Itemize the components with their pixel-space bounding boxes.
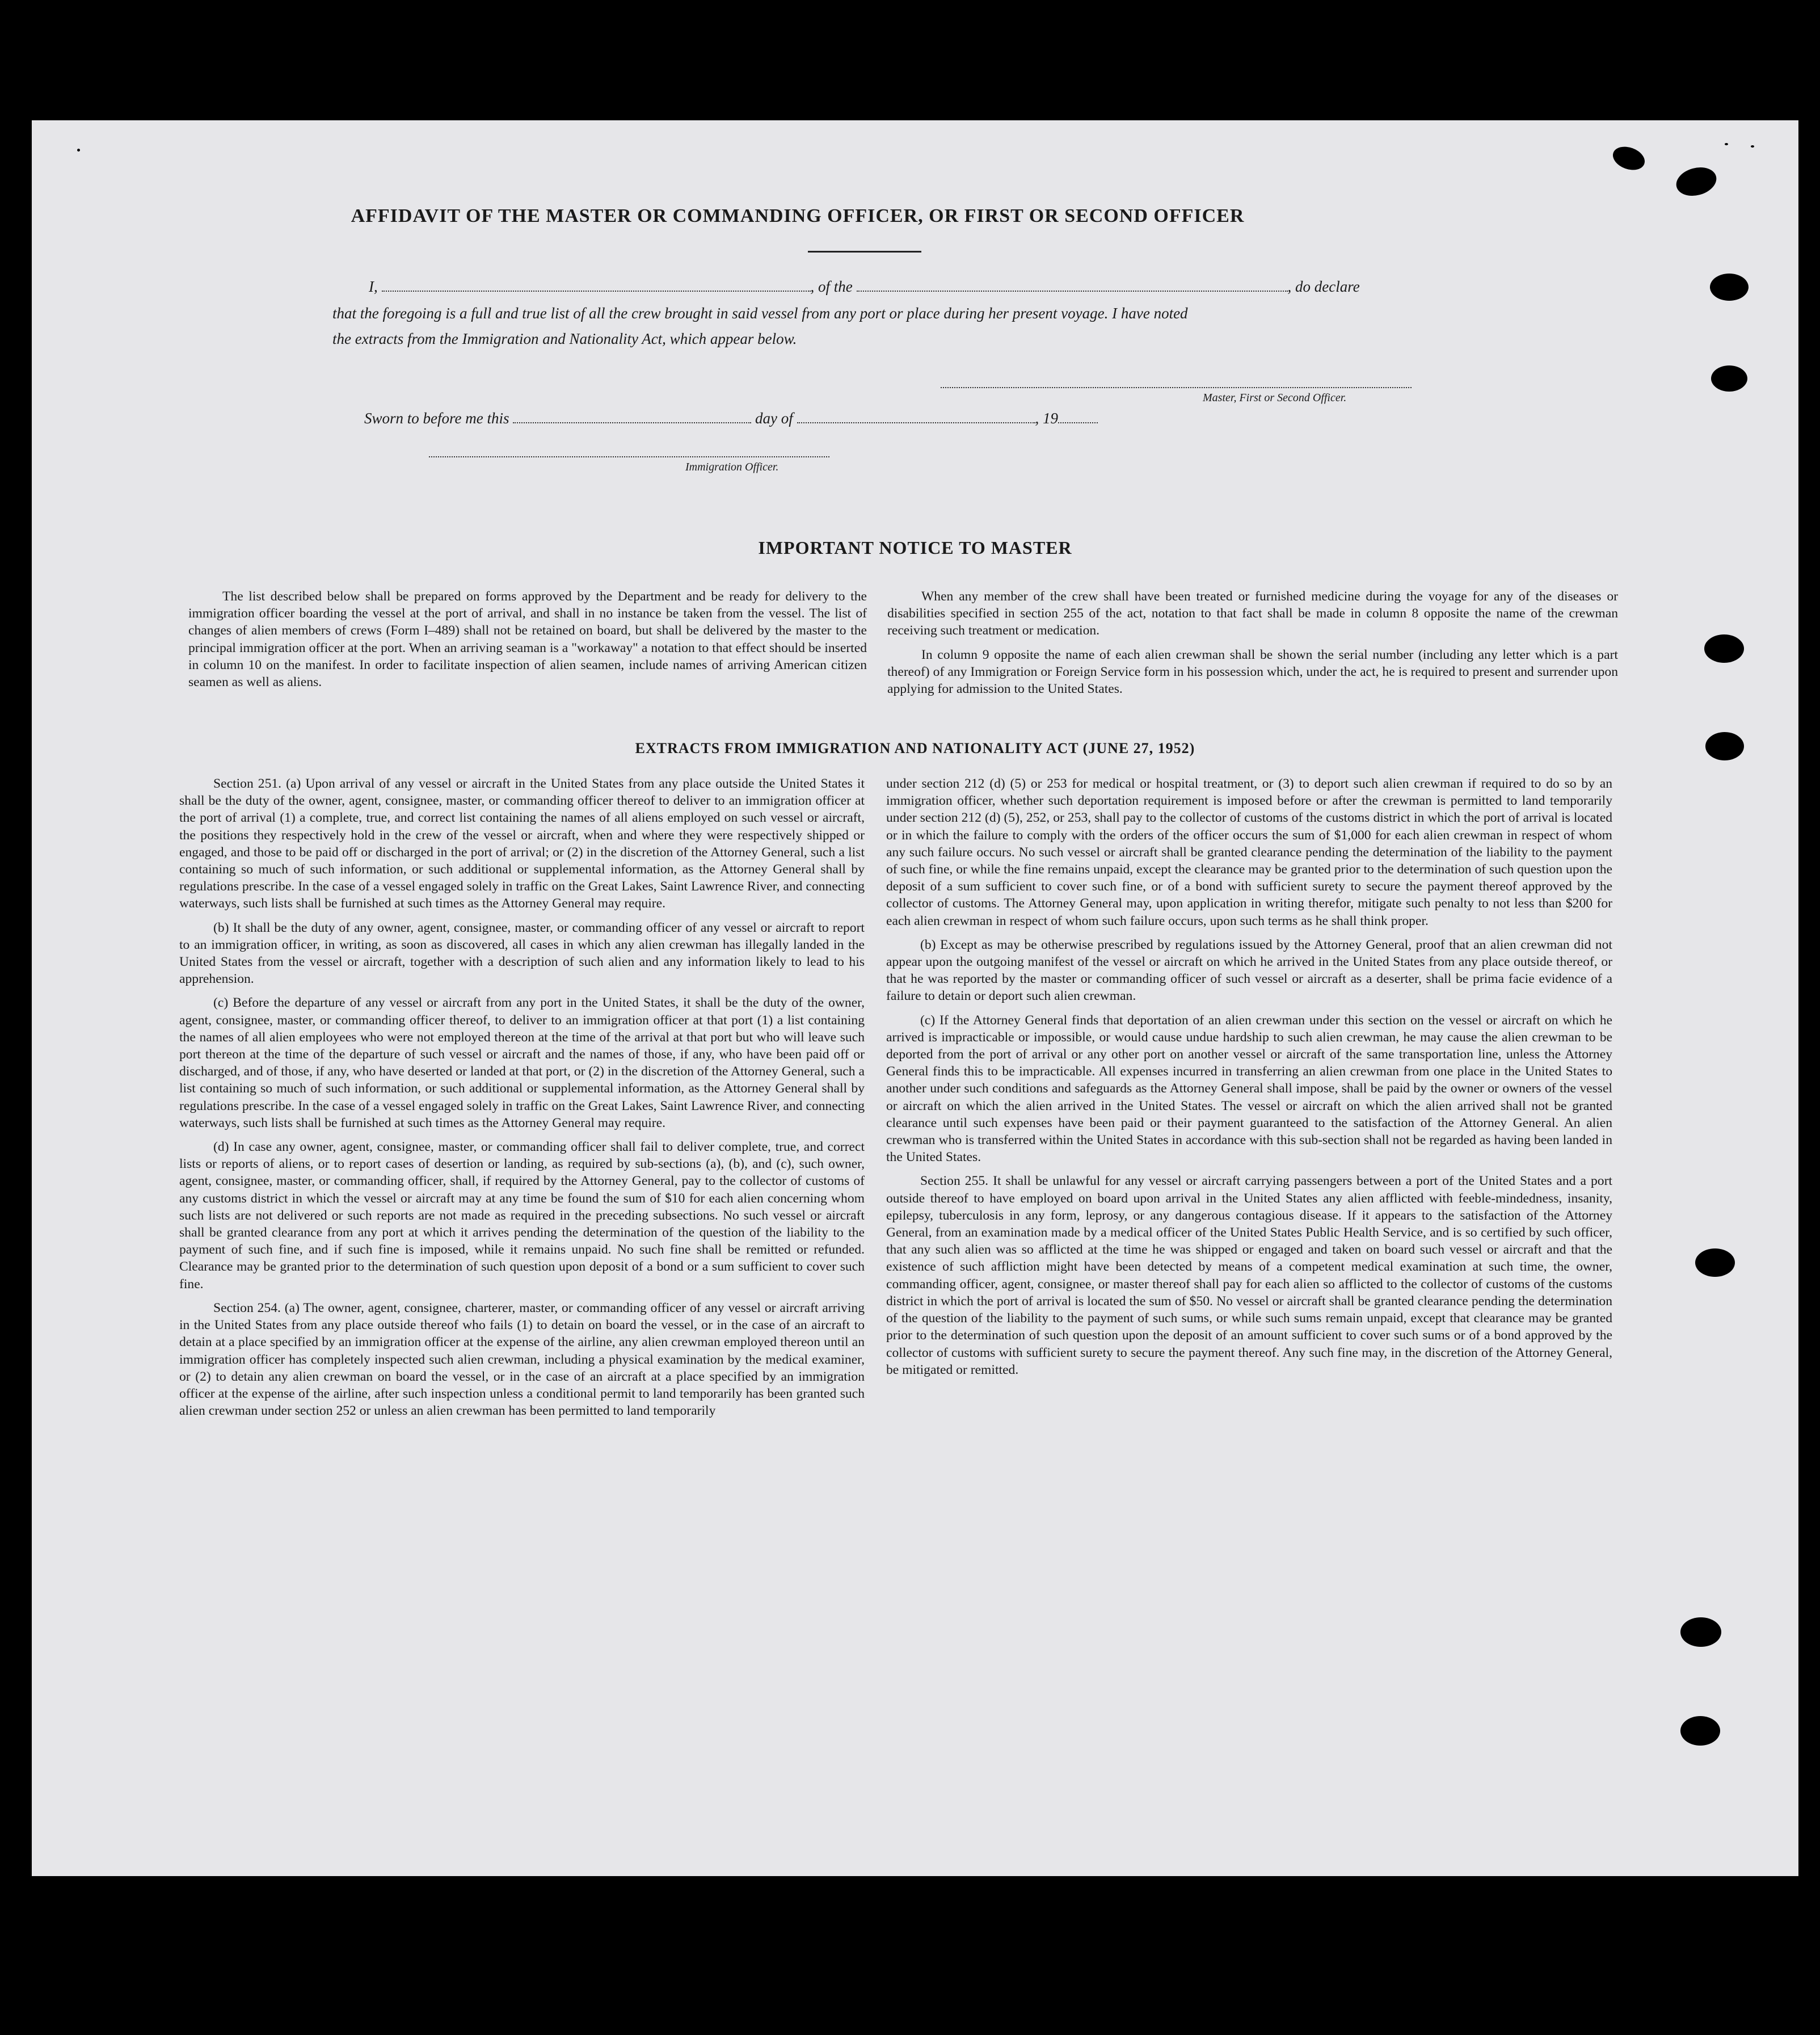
binder-hole [1705,732,1744,760]
declarant-name-field[interactable] [382,289,811,292]
section-paragraph: Section 254. (a) The owner, agent, consignee, charterer, master, or commanding officer of any vessel or aircraft arriving in the United States from any place outside thereof who fails (1) to detain on board the vessel, or in the case of an aircraft to detain at a place specified by an immigration officer at the expense of the airline, any alien crewman employed thereon until an immigration officer has completely inspected such alien crewman, including a physical examination by the medical examiner, or (2) to detain any alien crewman on board the vessel, or in the case of an aircraft at a place specified by an immigration officer at the expense of the airline, after such inspection unless a conditional permit to land temporarily has been granted such alien crewman under section 252 or unless an alien crewman has been permitted to land temporarily [179,1300,865,1419]
binder-hole [1680,1617,1721,1647]
declaration-line-1 [369,278,1360,296]
document-page [32,120,1798,1876]
speck [1751,145,1754,148]
speck [77,149,80,152]
affidavit-title: AFFIDAVIT OF THE MASTER OR COMMANDING OFFICER, OR FIRST OR SECOND OFFICER [351,205,1245,226]
section-paragraph: (b) Except as may be otherwise prescribed by regulations issued by the Attorney General, proof that an alien crewman did not appear upon the outgoing manifest of the vessel or aircraft on which he arrived in the United States from any place outside thereof, or that he was reported by the master or commanding officer of such vessel or aircraft as a deserter, shall be prima facie evidence of a failure to detain or deport such alien crewman. [886,937,1612,1004]
binder-hole [1680,1716,1720,1746]
notice-paragraph: In column 9 opposite the name of each alien crewman shall be shown the serial number (including any letter which is a part thereof) of any Immigration or Foreign Service form in his possession which, under the act, he is required to present and surrender upon applying for admission to the United States. [887,647,1618,697]
binder-hole [1704,634,1744,663]
day-of-label: day of [755,410,793,427]
speck [1725,143,1728,145]
notice-paragraph: The list described below shall be prepared on forms approved by the Department and be ready for delivery to the immigration officer boarding the vessel at the port of arrival, and shall in no instance be taken from the vessel. The list of changes of alien members of crews (Form I–489) shall not be retained on board, but shall be delivered by the master to the principal immigration officer at the port. When an arriving seaman is a "workaway" a notation to that effect should be inserted in column 10 on the manifest. In order to facilitate inspection of alien seamen, include names of arriving American citizen seamen as well as aliens. [188,589,867,690]
vessel-label: , of the [810,278,853,295]
section-paragraph: Section 255. It shall be unlawful for any vessel or aircraft carrying passengers between a port of the United States and a port outside thereof to have employed on board upon arrival in the United States any alien afflicted with feeble-mindedness, insanity, epilepsy, tuberculosis in any form, leprosy, or any dangerous contagious disease. If it appears to the satisfaction of the Attorney General, from an examination made by a medical officer of the United States Public Health Service, and is so certified by such officer, that any such alien was so afflicted at the time he was shipped or engaged and taken on board such vessel or aircraft and that the existence of such affliction might have been detected by means of a competent medical examination at such time, the owner, commanding officer, agent, consignee, or master thereof shall pay for each alien so afflicted to the collector of customs of the customs district in which the port of arrival is located the sum of $50. No vessel or aircraft shall be granted clearance pending the determination of the question of the liability to the payment of such sums, or while such sums remain unpaid, except that clearance may be granted prior to the determination of such question upon the deposit of an amount sufficient to cover such sums or of a bond approved by the collector of customs with sufficient surety to secure the payment thereof. Any such fine may, in the discretion of the Attorney General, be mitigated or remitted. [886,1174,1612,1377]
declarant-label: I, [369,278,378,295]
section-paragraph: (d) In case any owner, agent, consignee, master, or commanding officer shall fail to deliver complete, true, and correct lists or reports of aliens, or to report cases of desertion or landing, as required by sub-sections (a), (b), and (c), such owner, agent, consignee, master, or commanding officer, shall, if required by the Attorney General, pay to the collector of customs of any customs district in which the vessel or aircraft may at any time be found the sum of $10 for each alien concerning whom such lists are not delivered or such reports are not made as required in the preceding subsections. No such vessel or aircraft shall be granted clearance from any port at which it arrives pending the determination of the question of the liability to the payment of such fine, and if such fine is imposed, while it remains unpaid. No such fine shall be remitted or refunded. Clearance may be granted prior to the determination of such question upon deposit of a bond or a sum sufficient to cover such fine. [179,1140,865,1292]
ink-blot [1610,142,1648,174]
extracts-title: EXTRACTS FROM IMMIGRATION AND NATIONALITY ACT (JUNE 27, 1952) [635,740,1195,756]
vessel-name-field[interactable] [857,289,1288,292]
sworn-month-field[interactable] [797,421,1035,423]
master-signature-line[interactable] [941,387,1412,388]
section-paragraph: under section 212 (d) (5) or 253 for medical or hospital treatment, or (3) to deport such alien crewman if required to do so by an immigration officer, whether such deportation requirement is imposed before or after the crewman is permitted to land temporarily under section 212 (d) (5), 252, or 253, shall pay to the collector of customs of the customs district in which the port of arrival is located or in which the failure to comply with the orders of the officer occurs the sum of $1,000 for each alien crewman in respect of whom any such failure occurs. No such vessel or aircraft shall be granted clearance pending the determination of the liability to the payment of such fine, or while the fine remains unpaid, except the clearance may be granted prior to the determination of such question upon the deposit of a sum sufficient to cover such fine, or of a bond with sufficient surety to secure the payment thereof approved by the collector of customs. The Attorney General may, upon application in writing therefor, mitigate such penalty to not less than $200 for each alien crewman in respect of whom such failure occurs, upon such terms as he shall think proper. [886,776,1612,928]
notice-paragraph: When any member of the crew shall have been treated or furnished medicine during the voyage for any of the diseases or disabilities specified in section 255 of the act, notation to that fact shall be made in column 8 opposite the name of the crewman receiving such treatment or medication. [887,589,1618,638]
master-signature-caption: Master, First or Second Officer. [1203,392,1347,404]
binder-hole [1695,1248,1735,1277]
section-paragraph: (b) It shall be the duty of any owner, agent, consignee, master, or commanding officer of any vessel or aircraft to report to an immigration officer, in writing, as soon as discovered, all cases in which any alien crewman has illegally landed in the United States from the vessel or aircraft, together with a description of such alien and any information likely to lead to his apprehension. [179,920,865,987]
declaration-line-2: that the foregoing is a full and true list of all the crew brought in said vessel from any port or place during her present voyage. I have noted [332,305,1188,322]
declare-label: , do declare [1287,278,1360,295]
section-paragraph: (c) Before the departure of any vessel or aircraft from any port in the United States, it shall be the duty of the owner, agent, consignee, master, or commanding officer thereof, to deliver to an immigration officer at that port (1) a list containing the names of all alien employees who were not employed thereon at the time of the arrival at that port but who will leave such port thereon at the time of the departure of such vessel or aircraft and the names of those, if any, who have been paid off or discharged, and of those, if any, who have deserted or landed at that port, or (2) in the discretion of the Attorney General, such a list containing so much of such information, or such additional or supplemental information, as the Attorney General shall by regulations prescribe. In the case of a vessel engaged solely in traffic on the Great Lakes, Saint Lawrence River, and connecting waterways, such lists shall be furnished at such times as the Attorney General may require. [179,995,865,1130]
sworn-date-field[interactable] [513,421,751,423]
binder-hole [1710,274,1749,301]
notice-right-column [887,588,1618,704]
sworn-line [364,410,1098,427]
notice-left-column [188,588,867,697]
sworn-year-field[interactable] [1058,421,1098,423]
ink-blot [1673,163,1720,200]
section-paragraph: (c) If the Attorney General finds that deportation of an alien crewman under this section on the vessel or aircraft on which he arrived is impracticable or impossible, or would cause undue hardship to such alien crewman, he may cause the alien crewman to be deported from the port of arrival or any other port on another vessel or aircraft of the same transportation line, unless the Attorney General finds this to be impracticable. All expenses incurred in transferring an alien crewman from one place in the United States to another under such conditions and safeguards as the Attorney General shall impose, shall be paid by the owner or owners of the vessel or aircraft on which the alien arrived in the United States. The vessel or aircraft on which the alien arrived shall not be granted clearance until such expenses have been paid or their payment guaranteed to the satisfaction of the Attorney General. An alien crewman who is transferred within the United States in accordance with this sub-section shall not be regarded as having been landed in the United States. [886,1012,1612,1165]
immigration-officer-signature-line[interactable] [429,456,829,457]
section-paragraph: Section 251. (a) Upon arrival of any vessel or aircraft in the United States from any place outside the United States it shall be the duty of the owner, agent, consignee, master, or commanding officer thereof to deliver to an immigration officer at the port of arrival (1) a complete, true, and correct list containing the names of all aliens employed on such vessel or aircraft, the positions they respectively hold in the crew of the vessel or aircraft, when and where they were respectively shipped or engaged, and those to be paid off or discharged in the port of arrival; or (2) in the discretion of the Attorney General, such a list containing so much of such information, or such additional or supplemental information, as the Attorney General shall by regulations prescribe. In the case of a vessel engaged solely in traffic on the Great Lakes, Saint Lawrence River, and connecting waterways, such lists shall be furnished at such times as the Attorney General may require. [179,776,865,911]
year-label: , 19 [1035,410,1058,427]
sworn-label: Sworn to before me this [364,410,509,427]
title-rule [808,251,921,253]
immigration-officer-caption: Immigration Officer. [685,461,779,473]
extracts-right-column [886,775,1612,1385]
binder-hole [1711,365,1747,392]
extracts-left-column [179,775,865,1426]
notice-title: IMPORTANT NOTICE TO MASTER [758,537,1072,558]
declaration-line-3: the extracts from the Immigration and Nationality Act, which appear below. [332,330,797,347]
